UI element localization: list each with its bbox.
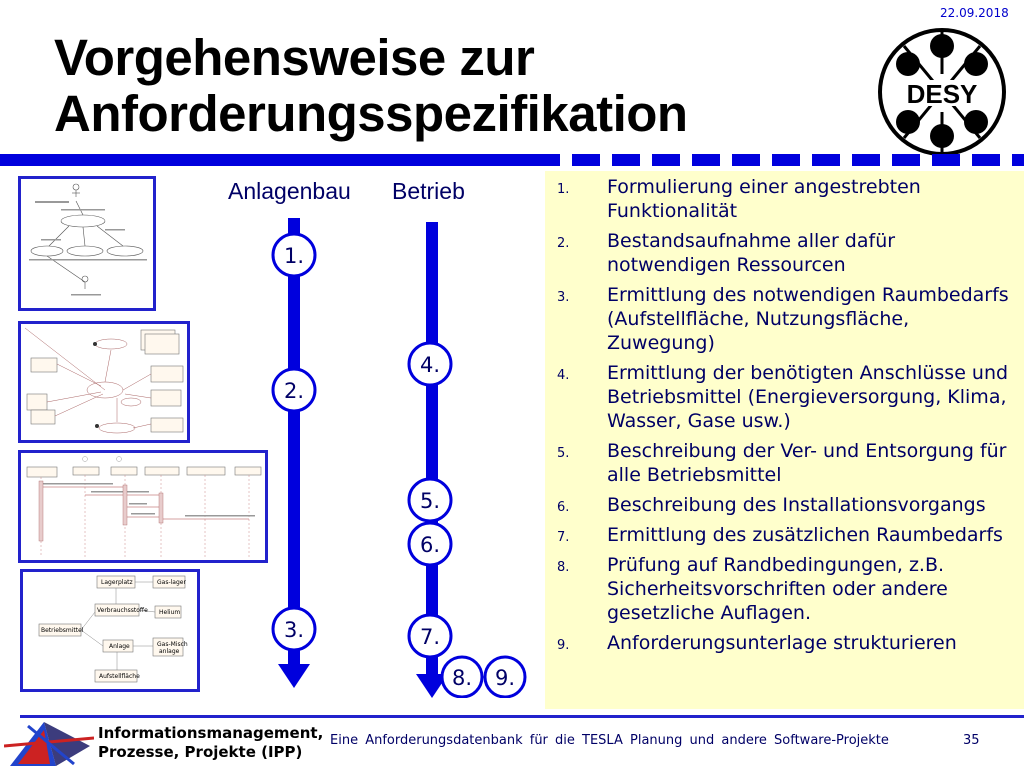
- step-4: [409, 343, 451, 385]
- list-item-text: Prüfung auf Randbedingungen, z.B. Sicherheitsvorschriften oder andere gesetzliche Auflagen.: [607, 554, 948, 624]
- step-7-label: 7.: [419, 625, 441, 649]
- list-item-number: 7.: [557, 530, 570, 545]
- title-divider: [0, 154, 1024, 166]
- class-betriebsmittel: Betriebsmittel: [41, 627, 84, 634]
- class-verbrauchsstoffe: Verbrauchsstoffe: [97, 607, 148, 614]
- list-item: [545, 439, 1024, 487]
- step-flow: [212, 218, 532, 698]
- step-4-label: 4.: [419, 353, 441, 377]
- step-8: [442, 657, 482, 697]
- step-8-label: 8.: [451, 666, 473, 690]
- list-item-text: Anforderungsunterlage strukturieren: [607, 632, 957, 654]
- page-number: 35: [963, 733, 980, 748]
- list-item: [545, 175, 1024, 223]
- step-1: [273, 234, 315, 276]
- list-item-number: 2.: [557, 236, 570, 251]
- org-line-1: Informationsmanagement,: [98, 724, 324, 742]
- usecase-diagram-thumbnail: [18, 176, 156, 311]
- list-item-number: 4.: [557, 368, 570, 383]
- list-item-text: Ermittlung der benötigten Anschlüsse und Betriebsmittel (Energieversorgung, Klima, Wasser, Gase usw.): [607, 362, 1009, 432]
- list-item-number: 9.: [557, 638, 570, 653]
- list-item: [545, 361, 1024, 433]
- class-anlage: Anlage: [109, 643, 130, 650]
- desy-logo: [874, 24, 1010, 160]
- step-6: [409, 523, 451, 565]
- step-9: [485, 657, 525, 697]
- step-3-label: 3.: [283, 618, 305, 642]
- betrieb-arrow-shaft: [426, 222, 438, 674]
- footer-divider: [20, 715, 1024, 718]
- step-3: [273, 608, 315, 650]
- anlagenbau-arrow-shaft: [288, 218, 300, 664]
- steps-list: [545, 175, 1024, 661]
- step-2: [273, 369, 315, 411]
- step-5: [409, 479, 451, 521]
- list-item-number: 1.: [557, 182, 570, 197]
- column-header-anlagenbau: Anlagenbau: [228, 178, 351, 204]
- organization-name: [98, 724, 323, 762]
- activity-diagram-thumbnail: [18, 321, 190, 443]
- org-line-2: Prozesse, Projekte (IPP): [98, 743, 303, 761]
- list-item: [545, 229, 1024, 277]
- title-line-2: Anforderungsspezifikation: [54, 85, 688, 142]
- logo-text: DESY: [906, 79, 978, 109]
- list-item-text: Bestandsaufnahme aller dafür notwendigen Ressourcen: [607, 230, 896, 276]
- list-item-text: Ermittlung des zusätzlichen Raumbedarfs: [607, 524, 1003, 546]
- list-item-number: 8.: [557, 560, 570, 575]
- list-item-number: 3.: [557, 290, 570, 305]
- class-aufstellflaeche: Aufstellfläche: [99, 673, 140, 680]
- page-title: [54, 30, 854, 142]
- title-line-1: Vorgehensweise zur: [54, 29, 535, 86]
- list-item-text: Ermittlung des notwendigen Raumbedarfs (Aufstellfläche, Nutzungsfläche, Zuwegung): [607, 284, 1009, 354]
- anlagenbau-arrow-head: [278, 664, 310, 688]
- list-item-text: Formulierung einer angestrebten Funktionalität: [607, 176, 921, 222]
- steps-list-panel: [545, 171, 1024, 709]
- step-2-label: 2.: [283, 379, 305, 403]
- list-item-text: Beschreibung der Ver- und Entsorgung für alle Betriebsmittel: [607, 440, 1007, 486]
- class-gasmisch-line2: anlage: [159, 648, 180, 655]
- list-item-text: Beschreibung des Installationsvorgangs: [607, 494, 986, 516]
- column-header-betrieb: Betrieb: [392, 178, 465, 204]
- ipp-logo: [4, 716, 94, 768]
- list-item: [545, 631, 1024, 655]
- list-item: [545, 553, 1024, 625]
- list-item-number: 5.: [557, 446, 570, 461]
- date-label: 22.09.2018: [940, 6, 1009, 20]
- list-item: [545, 283, 1024, 355]
- footer-caption: Eine Anforderungsdatenbank für die TESLA Planung und andere Software-Projekte: [330, 733, 889, 748]
- step-1-label: 1.: [283, 244, 305, 268]
- class-diagram-thumbnail: [20, 569, 200, 692]
- step-5-label: 5.: [419, 489, 441, 513]
- class-helium: Helium: [159, 609, 181, 616]
- list-item-number: 6.: [557, 500, 570, 515]
- step-7: [409, 615, 451, 657]
- class-lagerplatz: Lagerplatz: [101, 579, 133, 586]
- step-6-label: 6.: [419, 533, 441, 557]
- class-gaslager: Gas-lager: [157, 579, 186, 586]
- step-9-label: 9.: [494, 666, 516, 690]
- list-item: [545, 523, 1024, 547]
- list-item: [545, 493, 1024, 517]
- class-gasmisch-line1: Gas-Misch: [157, 641, 188, 648]
